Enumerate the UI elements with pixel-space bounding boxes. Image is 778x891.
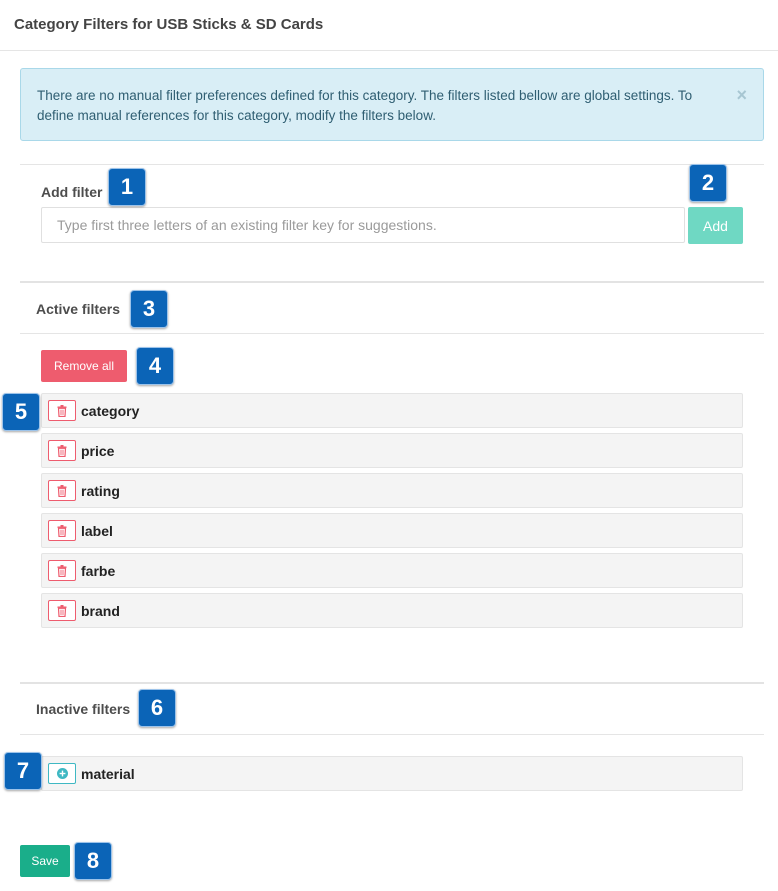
annotation-badge: 1 (108, 168, 146, 206)
activate-filter-button[interactable] (48, 763, 76, 784)
filter-name: category (81, 403, 140, 419)
divider (20, 333, 764, 334)
active-filter-row (41, 393, 743, 428)
annotation-badge: 4 (136, 347, 174, 385)
filter-name: rating (81, 483, 120, 499)
remove-filter-button[interactable] (48, 560, 76, 581)
active-filter-row (41, 513, 743, 548)
annotation-badge: 3 (130, 290, 168, 328)
info-alert (20, 68, 764, 141)
remove-filter-button[interactable] (48, 600, 76, 621)
alert-message: There are no manual filter preferences defined for this category. The filters listed bellow are global settings. To define manual references for this category, modify the filters below. (37, 88, 693, 123)
inactive-filters-heading: Inactive filters (36, 701, 131, 717)
annotation-badge: 5 (2, 393, 40, 431)
annotation-badge: 7 (4, 752, 42, 790)
remove-filter-button[interactable] (48, 480, 76, 501)
active-filter-row (41, 553, 743, 588)
active-filter-row (41, 593, 743, 628)
active-filters-heading: Active filters (36, 301, 121, 317)
inactive-filter-row (41, 756, 743, 791)
divider (20, 164, 764, 165)
filter-name: label (81, 523, 113, 539)
remove-filter-button[interactable] (48, 440, 76, 461)
save-button[interactable]: Save (20, 845, 70, 877)
filter-name: material (81, 766, 135, 782)
plus-circle-icon (57, 768, 68, 779)
add-filter-button[interactable]: Add (688, 207, 743, 244)
remove-all-button[interactable]: Remove all (41, 350, 127, 382)
trash-icon (57, 405, 67, 417)
annotation-badge: 8 (74, 842, 112, 880)
remove-filter-button[interactable] (48, 520, 76, 541)
filter-search-input[interactable] (41, 207, 685, 243)
trash-icon (57, 565, 67, 577)
trash-icon (57, 445, 67, 457)
filter-name: farbe (81, 563, 116, 579)
annotation-badge: 2 (689, 164, 727, 202)
trash-icon (57, 525, 67, 537)
divider (20, 682, 764, 684)
filter-name: price (81, 443, 115, 459)
page-header (0, 0, 778, 51)
close-icon[interactable]: × (736, 85, 747, 105)
trash-icon (57, 485, 67, 497)
divider (20, 734, 764, 735)
active-filter-row (41, 433, 743, 468)
remove-filter-button[interactable] (48, 400, 76, 421)
active-filter-row (41, 473, 743, 508)
divider (20, 281, 764, 283)
add-filter-label: Add filter (41, 184, 103, 200)
annotation-badge: 6 (138, 689, 176, 727)
trash-icon (57, 605, 67, 617)
page-title: Category Filters for USB Sticks & SD Cards (14, 16, 324, 33)
filter-name: brand (81, 603, 120, 619)
